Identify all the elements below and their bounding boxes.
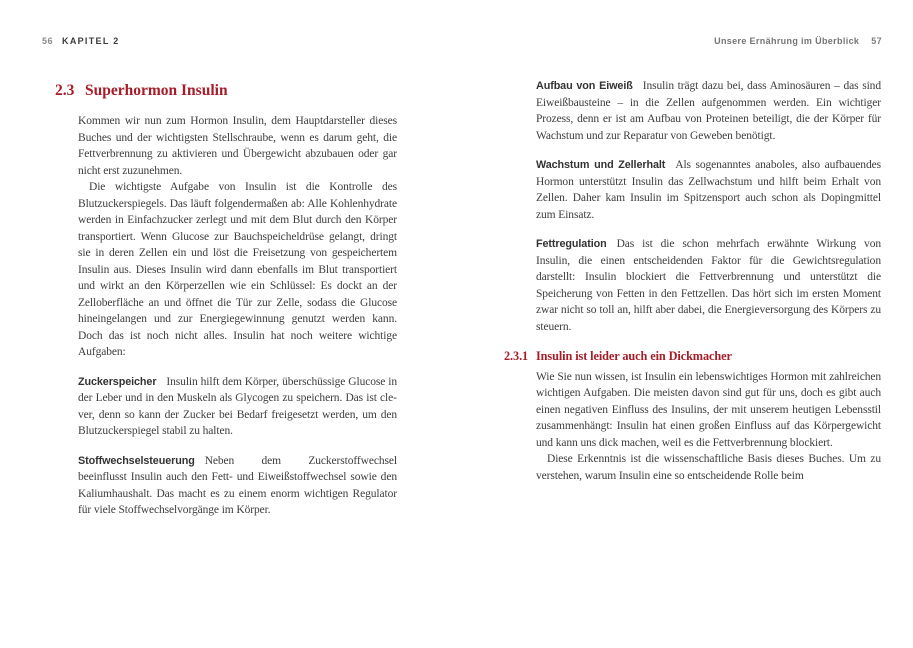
right-text-column [504, 78, 881, 484]
runin-label-stoffwechsel: Stoffwechselsteuerung [78, 454, 195, 467]
paragraph-dickmacher: Wie Sie nun wissen, ist Insulin ein lebenswichtiges Hormon mit zahlreichen wichtigen Aufgaben. Die meisten davon sind gut für uns, doch es gibt auch einen negativen Einfluss des Insulins, der mit unserem heutigen Lebensstil zusammenhängt: Insulin hat einen großen Einfluss auf das Körpergewicht und kann uns dick machen, weil es die Fettverbrennung blockiert. [536, 370, 881, 449]
paragraph-stoffwechsel-text: Neben dem Zuckerstoffwechsel beeinflusst Insulin auch den Fett- und Eiweißstoffwechsel sowie den Kaliumhaushalt. Das macht es zu einem enorm wichtigen Regulator für viele Stoffwechselvorgänge im Körper. [78, 454, 397, 516]
runin-label-wachstum: Wachstum und Zellerhalt [536, 159, 666, 171]
paragraph-zuckerspeicher [78, 374, 397, 440]
subsection-title: Insulin ist leider auch ein Dickmacher [536, 349, 732, 363]
chapter-label: KAPITEL 2 [62, 36, 120, 46]
subsection-number: 2.3.1 [504, 349, 529, 363]
section-number: 2.3 [55, 82, 75, 99]
left-text-column [78, 113, 397, 519]
paragraph-eiweiss [536, 78, 881, 144]
paragraph-stoffwechsel [78, 453, 397, 519]
paragraph-fettregulation [536, 236, 881, 335]
right-running-head [538, 36, 882, 47]
right-page-number: 57 [871, 36, 882, 46]
runin-label-zuckerspeicher: Zuckerspeicher [78, 375, 157, 388]
section-heading [55, 81, 228, 101]
subsection-heading [504, 348, 881, 365]
paragraph-zuckerspeicher-text: Insulin hilft dem Körper, überschüssige Glucose in der Leber und in den Muskeln als Glycogen zu speichern. Das ist clever, denn so kann der Zucker bei Bedarf freigesetzt werden, um den Blutzuckerspiegel stabil zu halten. [78, 375, 397, 437]
section-title: Superhormon Insulin [85, 82, 228, 99]
paragraph-wachstum [536, 157, 881, 223]
paragraph-intro: Kommen wir nun zum Hormon Insulin, dem Hauptdarsteller dieses Buches und der wichtigsten Stellschraube, wenn es darum geht, die Fettverbrennung zu aktivieren und Übergewicht abzubauen oder gar nicht erst zuzunehmen. [78, 115, 397, 177]
paragraph-erkenntnis: Diese Erkenntnis ist die wissenschaftliche Basis dieses Buches. Um zu verstehen, warum Insulin eine so entscheidende Rolle beim [536, 453, 881, 482]
paragraph-eiweiss-text: Insulin trägt dazu bei, dass Aminosäuren – das sind Eiweißbausteine – in die Zellen aufgenommen werden. Ein wichtiger Prozess, denn er ist am Aufbau von Proteinen beteiligt, die der Körper für Wachstum und zur Reparatur von Geweben benötigt. [536, 80, 881, 142]
paragraph-wachstum-text: Als sogenanntes anaboles, also aufbauendes Hormon unterstützt Insulin das Zellwachstum und hilft beim Erhalt von Zellen. Daher kam Insulin im Spitzensport auch schon als Dopingmittel zum Einsatz. [536, 159, 881, 221]
left-running-head [42, 36, 120, 47]
paragraph-fettregulation-text: Das ist die schon mehrfach erwähnte Wirkung von Insulin, die einen entscheidenden Faktor für die Gewichtsregulation darstellt: Insulin blockiert die Fettverbrennung und unterstützt die Speicherung von Fetten in den Fettzellen. Das hört sich im ersten Moment zwar nicht so toll an, hilft aber dabei, die Energieversorgung des Körpers zu steuern. [536, 238, 881, 333]
runin-label-eiweiss: Aufbau von Eiweiß [536, 80, 633, 92]
runin-label-fettregulation: Fettregulation [536, 238, 607, 250]
left-page-number: 56 [42, 36, 54, 46]
running-title: Unsere Ernährung im Überblick [714, 36, 860, 46]
paragraph-blutzucker: Die wichtigste Aufgabe von Insulin ist die Kontrolle des Blutzuckerspiegels. Das läuft folgendermaßen ab: Alle Kohlenhydrate werden in Einfachzucker zerlegt und mit dem Blut durch den Körper transportiert. Wenn Glucose zur Bauchspeicheldrüse gelangt, dringt sie in deren Zellen ein und löst die Freisetzung von gespeichertem Insulin aus. Dieses Insulin wird dann ebenfalls im Blut transportiert und wirkt an den Körperzellen wie ein Schlüssel: Es dockt an der Zelloberfläche an und öffnet die Tür zur Zelle, sodass die Glucose hineingelangen und zur Energiegewinnung genutzt werden kann. Doch das ist noch nicht alles. Insulin hat noch weitere wichtige Aufgaben: [78, 181, 397, 358]
